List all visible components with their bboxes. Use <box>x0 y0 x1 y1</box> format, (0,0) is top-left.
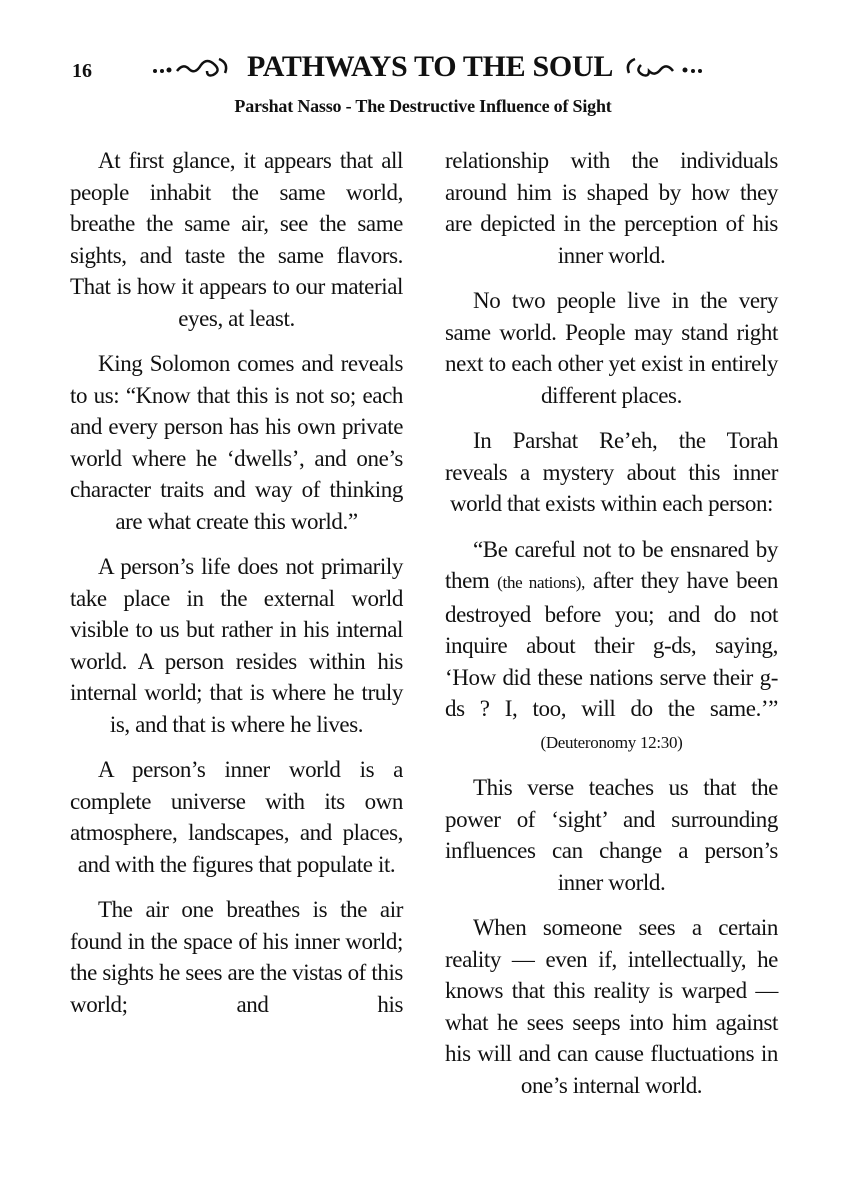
running-header <box>130 50 730 84</box>
paragraph: A person’s life does not primarily take place in the external world visible to us but rather in his internal world. A person resides within his internal world; that is where he truly is, and that is where he lives. <box>70 554 403 737</box>
paragraph: King Solomon comes and reveals to us: “Know that this is not so; each and every person has his own private world where he ‘dwells’, and one’s character traits and way of thinking are what create this world.” <box>70 351 403 534</box>
left-column <box>70 145 403 1034</box>
book-title: PATHWAYS TO THE SOUL <box>246 50 614 83</box>
quote-note: (the nations), <box>497 573 586 592</box>
paragraph: A person’s inner world is a complete universe with its own atmosphere, landscapes, and places, and with the figures that populate it. <box>70 757 403 877</box>
verse-quote <box>445 534 778 759</box>
paragraph: When someone sees a certain reality — even if, intellectually, he knows that this reality is warped — what he sees seeps into him against his will and can cause fluctuations in one’s internal world. <box>445 915 778 1098</box>
paragraph: At first glance, it appears that all people inhabit the same world, breathe the same air, see the same sights, and taste the same flavors. That is how it appears to our material eyes, at least. <box>70 148 403 331</box>
paragraph: The air one breathes is the air found in the space of his inner world; the sights he sees are the vistas of this world; and his <box>70 897 403 1017</box>
ornament-right-icon <box>619 55 709 79</box>
verse-reference: (Deuteronomy 12:30) <box>540 732 683 752</box>
right-column <box>445 145 778 1115</box>
chapter-title: Parshat Nasso - The Destructive Influence of Sight <box>234 96 612 116</box>
paragraph: This verse teaches us that the power of ‘sight’ and surrounding influences can change a person’s inner world. <box>445 775 778 895</box>
ornament-left-icon <box>151 55 241 79</box>
quote-text: after they have been destroyed before you; and do not inquire about their g-ds, saying, ‘How did these nations serve their g-ds ? I, too, will do the same.’” <box>445 568 778 721</box>
quote-text: “Be careful not to be ensnared by them <box>445 536 778 593</box>
paragraph: relationship with the individuals around him is shaped by how they are depicted in the perception of his inner world. <box>445 148 778 268</box>
paragraph: In Parshat Re’eh, the Torah reveals a mystery about this inner world that exists within each person: <box>445 428 778 516</box>
paragraph: No two people live in the very same world. People may stand right next to each other yet exist in entirely different places. <box>445 288 778 408</box>
page-number: 16 <box>72 60 92 82</box>
